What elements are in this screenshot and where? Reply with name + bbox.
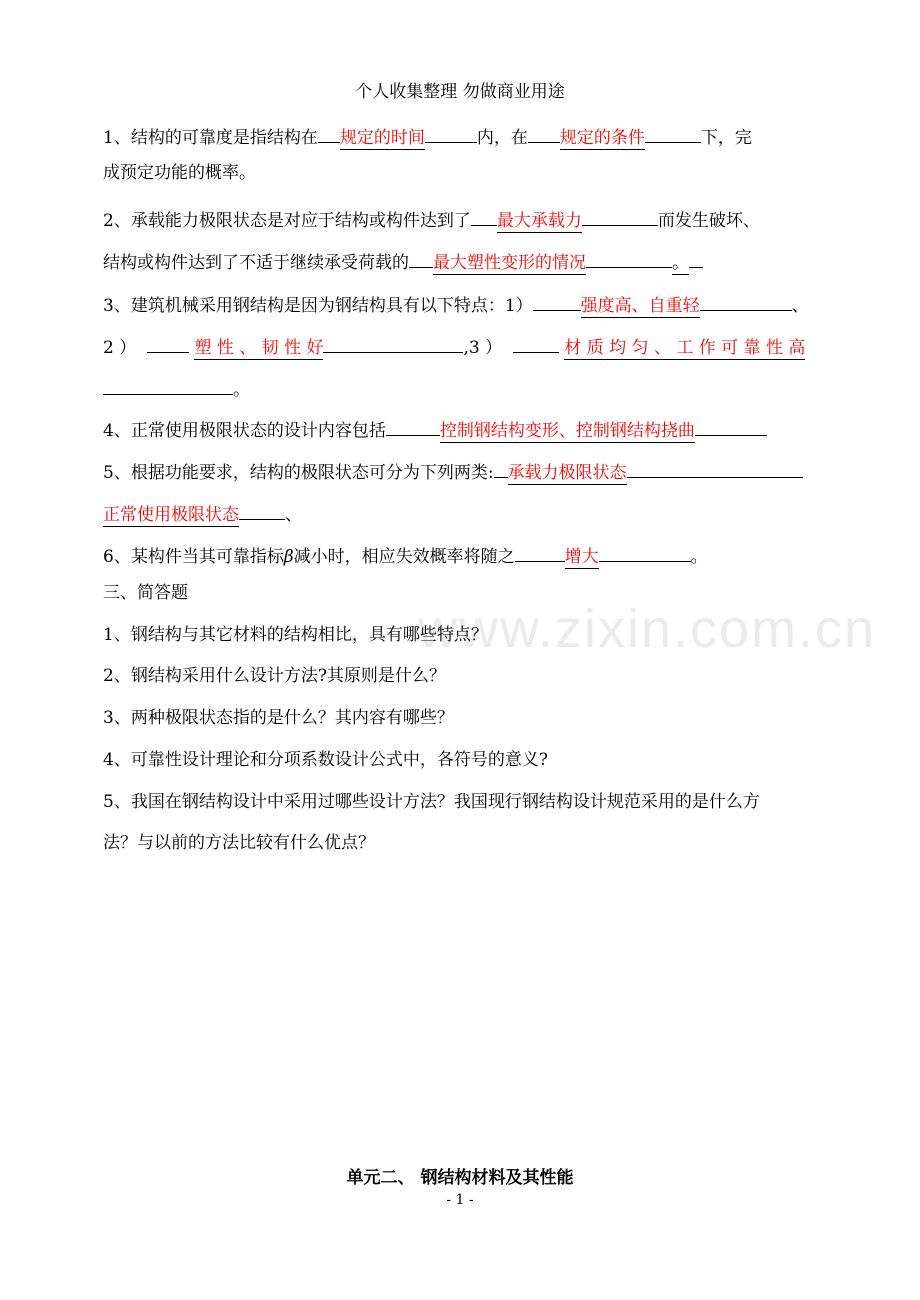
short-question-3: 3、两种极限状态指的是什么？其内容有哪些？ <box>103 708 454 728</box>
short-question-2: 2、钢结构采用什么设计方法?其原则是什么？ <box>103 666 446 686</box>
beta-symbol: β <box>283 547 294 567</box>
answer-blank: 正常使用极限状态 <box>103 505 239 525</box>
page-number: - 1 - <box>446 1192 474 1208</box>
short-question-5-line-1: 5、我国在钢结构设计中采用过哪些设计方法？我国现行钢结构设计规范采用的是什么方 <box>103 792 760 812</box>
section-heading: 三、简答题 <box>103 583 188 603</box>
watermark: www.zixin.com.cn <box>418 599 877 659</box>
answer-blank: 规定的时间 <box>339 128 425 148</box>
short-question-5-line-2: 法？与以前的方法比较有什么优点？ <box>103 833 375 853</box>
answer-blank: 强度高、自重轻 <box>580 296 700 316</box>
short-question-1: 1、钢结构与其它材料的结构相比，具有哪些特点？ <box>103 625 488 645</box>
question-2-line-1: 2、承载能力极限状态是对应于结构或构件达到了 最大承载力 而发生破坏、 <box>103 203 863 229</box>
answer-blank: 承载力极限状态 <box>507 463 627 483</box>
answer-blank: 增大 <box>564 547 599 567</box>
page-header: 个人收集整理 勿做商业用途 <box>355 82 565 102</box>
question-3-line-3: 。 <box>103 372 863 398</box>
answer-blank: 材 质 均 匀 、 工 作 可 靠 性 高 <box>564 338 806 358</box>
question-3-line-1: 3、建筑机械采用钢结构是因为钢结构具有以下特点：1） 强度高、自重轻 、 <box>103 288 863 314</box>
answer-blank: 最大塑性变形的情况 <box>433 253 586 273</box>
unit-title: 单元二、 钢结构材料及其性能 <box>346 1168 574 1188</box>
question-1-line-1: 1、结构的可靠度是指结构在 规定的时间 内，在 规定的条件 下，完 <box>103 120 863 146</box>
short-question-4: 4、可靠性设计理论和分项系数设计公式中，各符号的意义? <box>103 750 548 770</box>
question-4: 4、正常使用极限状态的设计内容包括 控制钢结构变形、控制钢结构挠曲 <box>103 413 863 439</box>
answer-blank: 规定的条件 <box>559 128 645 148</box>
question-6: 6、某构件当其可靠指标β减小时，相应失效概率将随之 增大 。 <box>103 539 863 565</box>
question-5-line-1: 5、根据功能要求，结构的极限状态可分为下列两类: 承载力极限状态 <box>103 455 863 481</box>
question-5-line-2: 正常使用极限状态 、 <box>103 497 863 523</box>
question-1-line-2: 成预定功能的概率。 <box>103 163 256 183</box>
question-2-line-2: 结构或构件达到了不适于继续承受荷载的 最大塑性变形的情况 。 <box>103 245 863 271</box>
answer-blank: 塑 性 、 韧 性 好 <box>194 338 324 358</box>
answer-blank: 最大承载力 <box>496 211 582 231</box>
answer-blank: 控制钢结构变形、控制钢结构挠曲 <box>439 421 695 441</box>
question-3-line-2: 2 ） 塑 性 、 韧 性 好 ,3 ） 材 质 均 匀 、 工 作 可 靠 性 高 <box>103 330 863 356</box>
